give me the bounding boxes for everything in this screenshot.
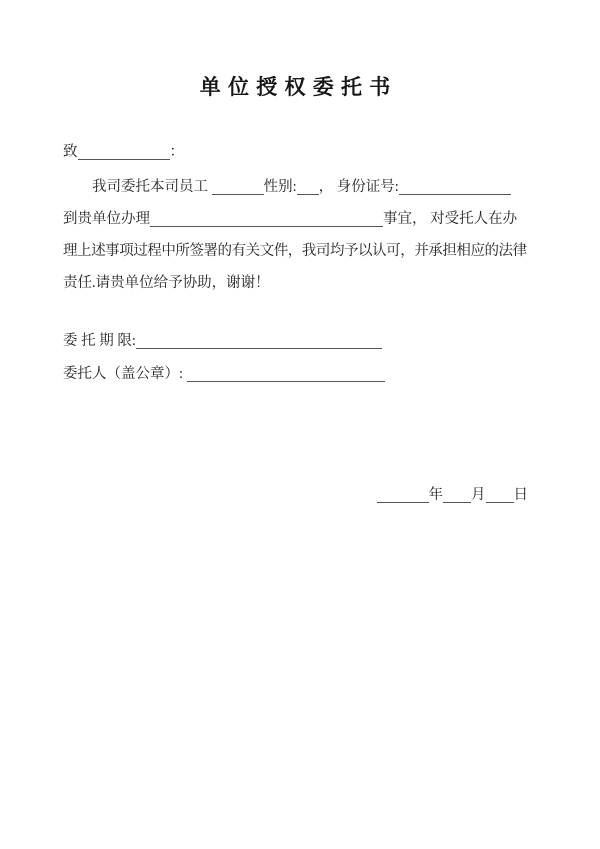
principal-seal-blank <box>187 368 385 382</box>
gender-label: 性别: <box>263 179 297 195</box>
id-number-label: 身份证号: <box>336 179 399 195</box>
day-blank <box>486 489 514 503</box>
body-line-4 <box>63 267 528 299</box>
principal-line <box>63 358 528 391</box>
line1-lead-text: 我司委托本司员工 <box>92 179 212 195</box>
employee-name-blank <box>212 181 264 195</box>
line1-comma: ， <box>318 179 337 195</box>
salutation-line <box>63 141 528 163</box>
body-line-3 <box>63 235 528 267</box>
salutation-to-text: 致 <box>63 144 78 160</box>
gender-blank <box>297 181 319 195</box>
line4-text: 责任.请贵单位给予协助，谢谢！ <box>63 275 270 291</box>
year-blank <box>377 489 429 503</box>
duration-blank <box>136 335 382 349</box>
body-line-2 <box>63 203 528 235</box>
month-blank <box>443 489 471 503</box>
body-line-1 <box>63 171 528 203</box>
body-paragraph <box>63 171 528 299</box>
recipient-name-blank <box>78 146 170 160</box>
line2-lead-text: 到贵单位办理 <box>63 211 150 227</box>
matter-blank <box>150 213 383 227</box>
duration-line <box>63 325 528 358</box>
date-line <box>63 484 528 506</box>
id-number-blank <box>399 181 511 195</box>
line3-text: 理上述事项过程中所签署的有关文件，我司均予以认可，并承担相应的法律 <box>63 243 527 259</box>
document-content <box>0 71 600 506</box>
principal-label: 委托人（盖公章）: <box>63 366 187 382</box>
fields-section <box>63 325 528 391</box>
document-title: 单 位 授 权 委 托 书 <box>199 75 392 99</box>
duration-label: 委 托 期 限: <box>63 333 136 349</box>
month-label: 月 <box>471 487 486 503</box>
day-label: 日 <box>513 487 528 503</box>
line2-tail-text: 事宜， 对受托人在办 <box>383 211 518 227</box>
year-label: 年 <box>428 487 443 503</box>
salutation-colon: ： <box>169 144 184 160</box>
